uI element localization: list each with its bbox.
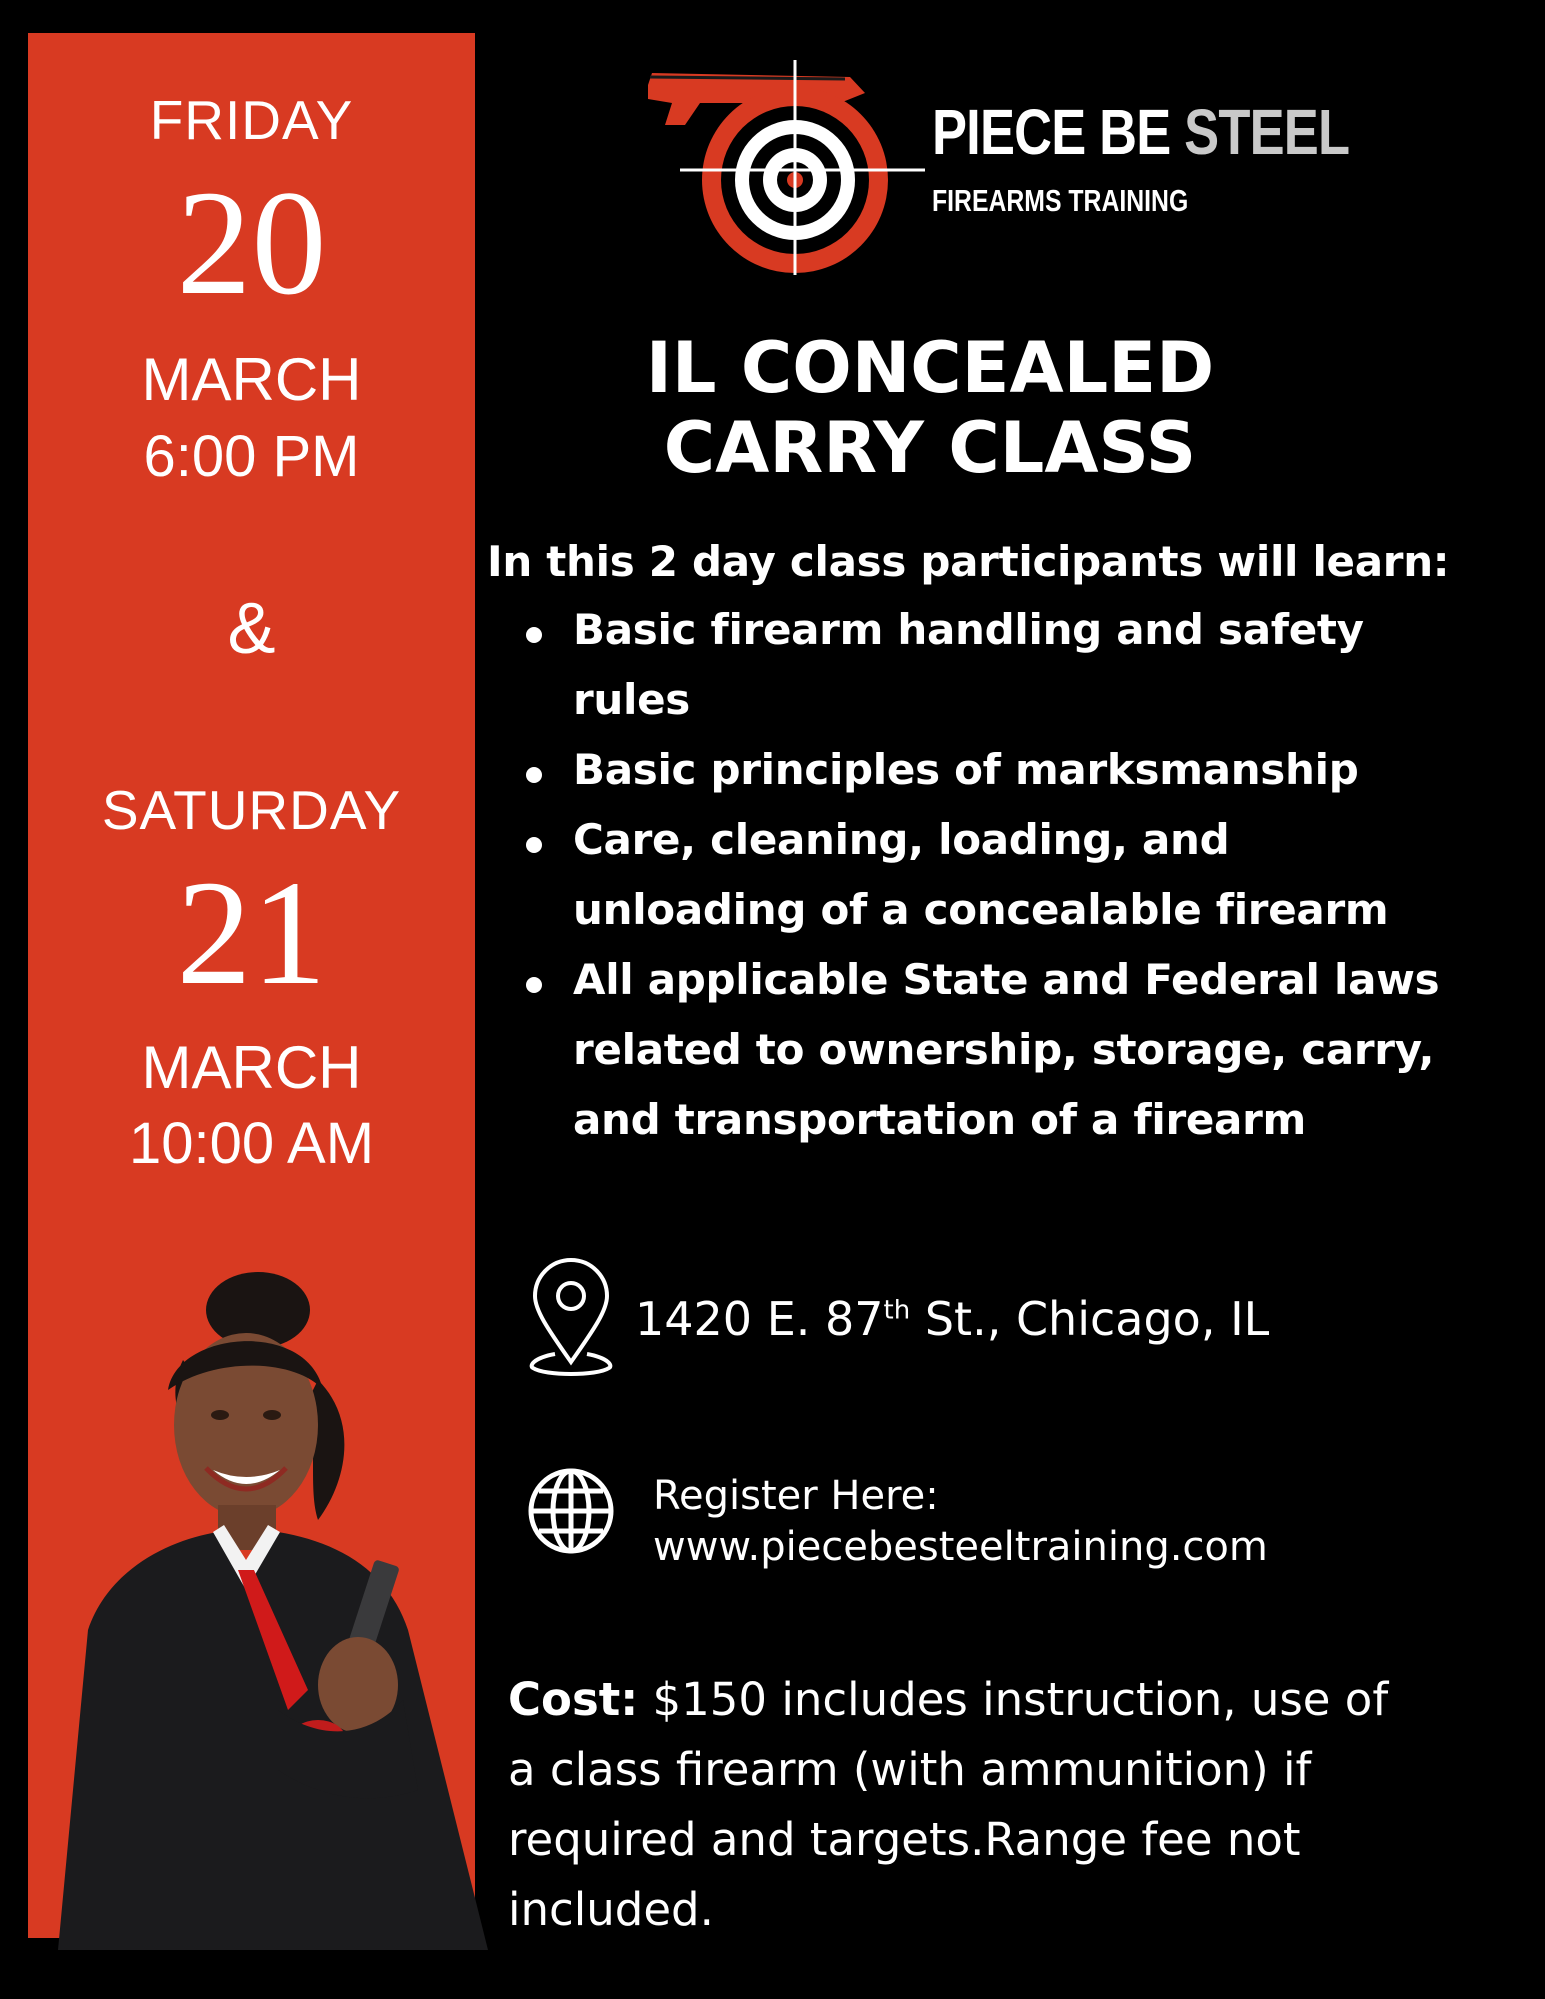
bullet-dot <box>526 837 542 853</box>
cost-text: $150 includes instruction, use of <box>638 1673 1389 1726</box>
cost-line-4: included. <box>508 1883 714 1936</box>
topic-4-line-3: and transportation of a firearm <box>573 1095 1306 1144</box>
target-icon <box>648 60 925 275</box>
day1-date: 20 <box>176 160 327 326</box>
event-address <box>635 1292 1269 1346</box>
day2-time: 10:00 AM <box>128 1111 375 1176</box>
day2-weekday: SATURDAY <box>101 779 402 841</box>
headline-line2: CARRY CLASS <box>663 407 1197 489</box>
bullet-dot <box>526 767 542 783</box>
topic-3-line-1: Care, cleaning, loading, and <box>573 815 1230 864</box>
topic-1-line-2: rules <box>573 675 690 724</box>
bullet-dot <box>526 977 542 993</box>
cost-block <box>508 1665 1388 1945</box>
instructor-photo <box>18 1270 508 1950</box>
brand-name-primary: PIECE BE <box>932 96 1171 168</box>
topic-2-line-1: Basic principles of marksmanship <box>573 745 1359 794</box>
register-label: Register Here: <box>653 1473 939 1519</box>
intro-text: In this 2 day class participants will learn: <box>487 537 1450 586</box>
brand-tagline: FIREARMS TRAINING <box>932 183 1189 218</box>
topic-1-line-1: Basic firearm handling and safety <box>573 605 1364 654</box>
location-pin-icon <box>525 1258 617 1378</box>
brand-name-secondary: STEEL <box>1184 96 1350 168</box>
register-url[interactable]: www.piecebesteeltraining.com <box>653 1524 1268 1570</box>
address-superscript: th <box>883 1295 911 1326</box>
day1-time: 6:00 PM <box>143 424 360 489</box>
globe-icon <box>525 1465 617 1557</box>
cost-label: Cost: <box>508 1673 639 1726</box>
day1-weekday: FRIDAY <box>149 89 354 151</box>
day2-date: 21 <box>176 850 327 1016</box>
topic-3-line-2: unloading of a concealable firearm <box>573 885 1389 934</box>
address-part-city: St., Chicago, IL <box>910 1292 1270 1346</box>
cost-line-2: a class firearm (with ammunition) if <box>508 1743 1312 1796</box>
topic-4-line-1: All applicable State and Federal laws <box>573 955 1440 1004</box>
day2-month: MARCH <box>141 1034 362 1101</box>
connector-ampersand: & <box>227 589 276 669</box>
address-part-street: 1420 E. 87 <box>635 1292 884 1346</box>
headline-line1: IL CONCEALED <box>645 327 1215 409</box>
cost-line-1 <box>508 1665 1388 1735</box>
bullet-dot <box>526 627 542 643</box>
cost-line-3: required and targets.Range fee not <box>508 1813 1301 1866</box>
day1-month: MARCH <box>141 346 362 413</box>
topic-4-line-2: related to ownership, storage, carry, <box>573 1025 1435 1074</box>
brand-name <box>932 96 1350 168</box>
